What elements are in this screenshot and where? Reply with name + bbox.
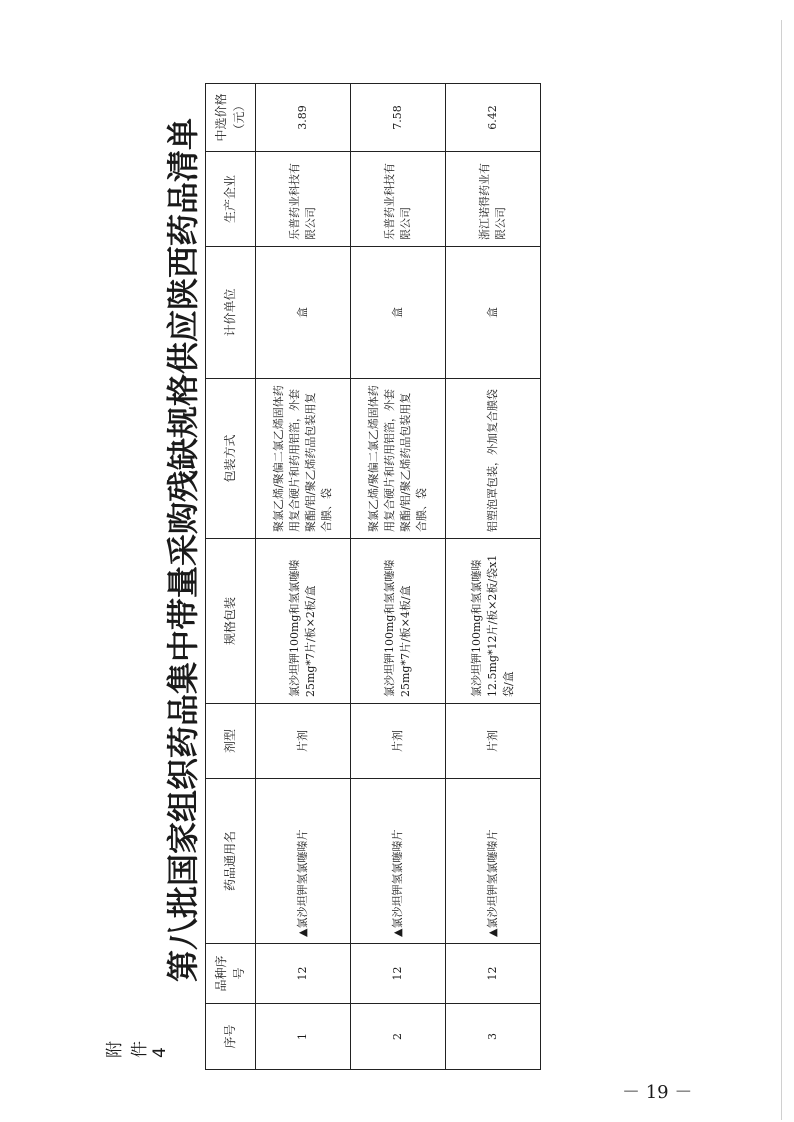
header-seq: 序号 bbox=[206, 1004, 256, 1070]
header-unit: 计价单位 bbox=[206, 247, 256, 379]
cell-price: 7.58 bbox=[351, 84, 446, 152]
scan-edge-line bbox=[781, 20, 782, 1120]
cell-seq: 2 bbox=[351, 1004, 446, 1070]
cell-seq: 3 bbox=[446, 1004, 541, 1070]
cell-package-method: 聚氯乙烯/聚偏二氯乙烯固体药用复合硬片和药用铝箔，外套聚酯/铝/聚乙烯药品包装用复合膜、袋 bbox=[351, 379, 446, 539]
header-dosage-form: 剂型 bbox=[206, 704, 256, 779]
cell-manufacturer: 乐普药业科技有限公司 bbox=[351, 152, 446, 247]
annex-label: 附件4 bbox=[105, 1041, 170, 1058]
document-title: 第八批国家组织药品集中带量采购残缺规格供应陕西药品清单 bbox=[164, 118, 202, 983]
cell-package-method: 铝塑泡罩包装，外加复合膜袋 bbox=[446, 379, 541, 539]
table-header-row bbox=[206, 84, 256, 1070]
header-manufacturer: 生产企业 bbox=[206, 152, 256, 247]
cell-unit: 盒 bbox=[446, 247, 541, 379]
header-generic-name: 药品通用名 bbox=[206, 779, 256, 944]
cell-generic-name: ▲氯沙坦钾氢氯噻嗪片 bbox=[256, 779, 351, 944]
cell-generic-name: ▲氯沙坦钾氢氯噻嗪片 bbox=[446, 779, 541, 944]
cell-generic-name: ▲氯沙坦钾氢氯噻嗪片 bbox=[351, 779, 446, 944]
header-variety-seq: 品种序号 bbox=[206, 944, 256, 1004]
table-row bbox=[351, 84, 446, 1070]
cell-unit: 盒 bbox=[256, 247, 351, 379]
cell-price: 3.89 bbox=[256, 84, 351, 152]
drug-list-table bbox=[205, 83, 541, 1070]
cell-dosage-form: 片剂 bbox=[256, 704, 351, 779]
cell-spec-package: 氯沙坦钾100mg和氢氯噻嗪12.5mg*12片/板×2板/袋x1袋/盒 bbox=[446, 539, 541, 704]
page-number: － 19 － bbox=[622, 1082, 693, 1103]
table-row bbox=[446, 84, 541, 1070]
cell-dosage-form: 片剂 bbox=[446, 704, 541, 779]
cell-manufacturer: 乐普药业科技有限公司 bbox=[256, 152, 351, 247]
cell-unit: 盒 bbox=[351, 247, 446, 379]
cell-dosage-form: 片剂 bbox=[351, 704, 446, 779]
cell-manufacturer: 浙江诺得药业有限公司 bbox=[446, 152, 541, 247]
cell-spec-package: 氯沙坦钾100mg和氢氯噻嗪25mg*7片/板×2板/盒 bbox=[256, 539, 351, 704]
cell-price: 6.42 bbox=[446, 84, 541, 152]
cell-spec-package: 氯沙坦钾100mg和氢氯噻嗪25mg*7片/板×4板/盒 bbox=[351, 539, 446, 704]
cell-variety-seq: 12 bbox=[446, 944, 541, 1004]
table-row bbox=[256, 84, 351, 1070]
header-price: 中选价格（元） bbox=[206, 84, 256, 152]
header-spec-package: 规格包装 bbox=[206, 539, 256, 704]
cell-variety-seq: 12 bbox=[256, 944, 351, 1004]
cell-seq: 1 bbox=[256, 1004, 351, 1070]
cell-variety-seq: 12 bbox=[351, 944, 446, 1004]
cell-package-method: 聚氯乙烯/聚偏二氯乙烯固体药用复合硬片和药用铝箔，外套聚酯/铝/聚乙烯药品包装用复合膜、袋 bbox=[256, 379, 351, 539]
header-package-method: 包装方式 bbox=[206, 379, 256, 539]
